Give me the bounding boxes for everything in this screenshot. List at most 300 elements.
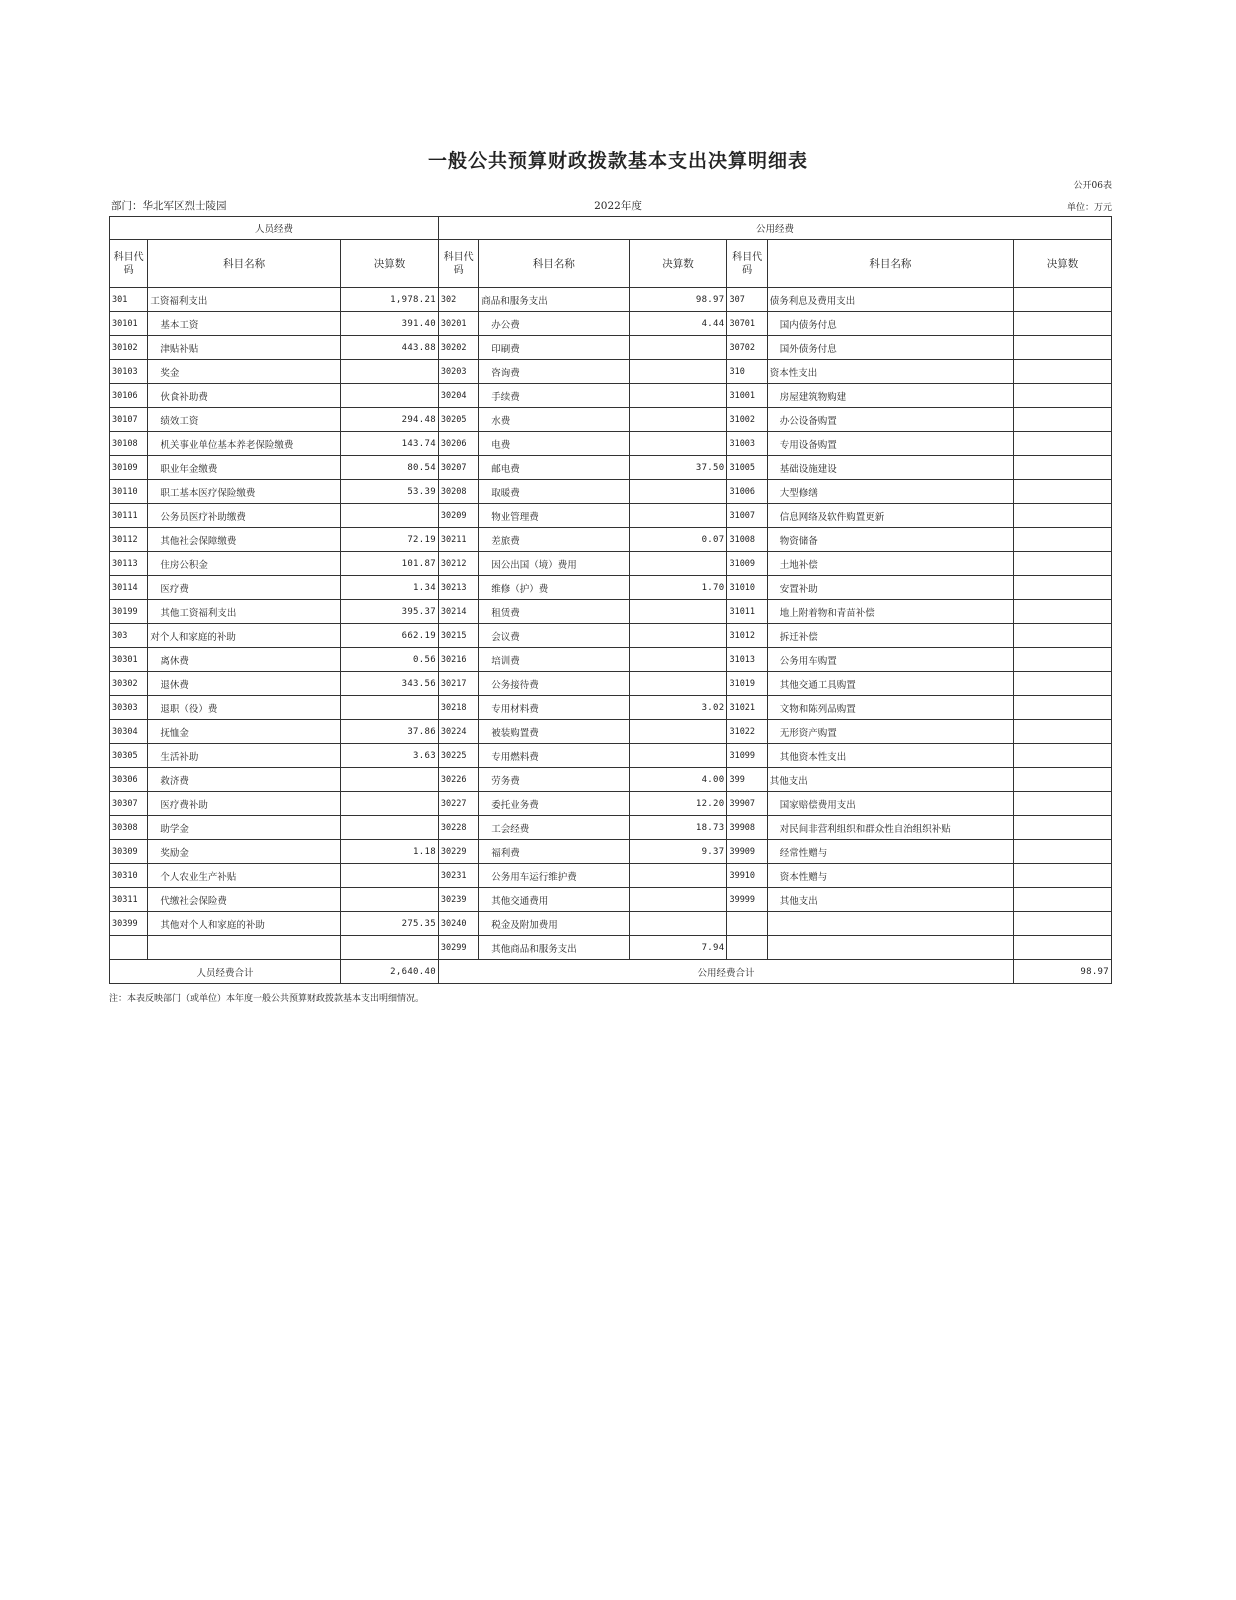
name-cell: 对个人和家庭的补助: [148, 624, 341, 648]
table-row: [110, 624, 1112, 648]
amount-cell: [1013, 816, 1111, 840]
code-cell: 30201: [438, 312, 478, 336]
amount-cell: 662.19: [341, 624, 439, 648]
name-cell: 电费: [479, 432, 629, 456]
column-header-row: [110, 240, 1112, 288]
code-cell: 30226: [438, 768, 478, 792]
amount-cell: [1013, 936, 1111, 960]
amount-cell: [1013, 528, 1111, 552]
name-cell: 公务用车购置: [767, 648, 1013, 672]
code-cell: 31006: [727, 480, 767, 504]
name-cell: 医疗费: [148, 576, 341, 600]
code-cell: 30218: [438, 696, 478, 720]
code-cell: 39907: [727, 792, 767, 816]
amount-cell: 37.50: [629, 456, 727, 480]
table-row: [110, 336, 1112, 360]
table-row: [110, 816, 1112, 840]
name-cell: 咨询费: [479, 360, 629, 384]
code-cell: 30110: [110, 480, 148, 504]
code-cell: 30203: [438, 360, 478, 384]
table-body: [110, 288, 1112, 960]
amount-cell: [1013, 336, 1111, 360]
name-cell: 因公出国（境）费用: [479, 552, 629, 576]
amount-cell: [629, 672, 727, 696]
code-cell: 30211: [438, 528, 478, 552]
code-cell: 30399: [110, 912, 148, 936]
code-cell: 30215: [438, 624, 478, 648]
amount-cell: 3.63: [341, 744, 439, 768]
code-cell: 39908: [727, 816, 767, 840]
amount-cell: [1013, 624, 1111, 648]
name-cell: 其他商品和服务支出: [479, 936, 629, 960]
amount-cell: 343.56: [341, 672, 439, 696]
amount-cell: [1013, 288, 1111, 312]
code-cell: 30229: [438, 840, 478, 864]
name-cell: 资本性赠与: [767, 864, 1013, 888]
amount-cell: [629, 744, 727, 768]
name-cell: 手续费: [479, 384, 629, 408]
amount-cell: [629, 408, 727, 432]
name-cell: 其他对个人和家庭的补助: [148, 912, 341, 936]
amount-cell: [1013, 504, 1111, 528]
personnel-total-label: 人员经费合计: [110, 960, 341, 984]
code-cell: 31005: [727, 456, 767, 480]
code-cell: 31009: [727, 552, 767, 576]
code-cell: 31013: [727, 648, 767, 672]
code-cell: 303: [110, 624, 148, 648]
table-row: [110, 768, 1112, 792]
table-row: [110, 864, 1112, 888]
code-cell: 30205: [438, 408, 478, 432]
code-cell: 30208: [438, 480, 478, 504]
amount-cell: [1013, 744, 1111, 768]
name-cell: 差旅费: [479, 528, 629, 552]
code-cell: 30216: [438, 648, 478, 672]
header-code: 科目代码: [438, 240, 478, 288]
name-cell: 文物和陈列品购置: [767, 696, 1013, 720]
amount-cell: [1013, 864, 1111, 888]
department-label: 部门：华北军区烈士陵园: [111, 200, 227, 212]
code-cell: 30111: [110, 504, 148, 528]
form-number: 公开06表: [1073, 181, 1112, 191]
amount-cell: 275.35: [341, 912, 439, 936]
name-cell: 其他交通费用: [479, 888, 629, 912]
table-row: [110, 432, 1112, 456]
code-cell: 399: [727, 768, 767, 792]
code-cell: 30206: [438, 432, 478, 456]
public-total-label: 公用经费合计: [438, 960, 1013, 984]
code-cell: 302: [438, 288, 478, 312]
name-cell: [767, 936, 1013, 960]
table-row: [110, 528, 1112, 552]
amount-cell: 9.37: [629, 840, 727, 864]
amount-cell: [341, 504, 439, 528]
code-cell: 30702: [727, 336, 767, 360]
code-cell: 30310: [110, 864, 148, 888]
code-cell: 30109: [110, 456, 148, 480]
amount-cell: 0.56: [341, 648, 439, 672]
header-amount: 决算数: [629, 240, 727, 288]
amount-cell: [629, 624, 727, 648]
name-cell: 大型修缮: [767, 480, 1013, 504]
amount-cell: [341, 936, 439, 960]
code-cell: 30303: [110, 696, 148, 720]
amount-cell: 80.54: [341, 456, 439, 480]
code-cell: 31010: [727, 576, 767, 600]
table-row: [110, 360, 1112, 384]
code-cell: 39909: [727, 840, 767, 864]
amount-cell: [1013, 408, 1111, 432]
table-row: [110, 840, 1112, 864]
code-cell: 30305: [110, 744, 148, 768]
code-cell: 30309: [110, 840, 148, 864]
code-cell: 39910: [727, 864, 767, 888]
amount-cell: [1013, 432, 1111, 456]
code-cell: 30307: [110, 792, 148, 816]
header-code: 科目代码: [727, 240, 767, 288]
header-name: 科目名称: [767, 240, 1013, 288]
name-cell: 奖金: [148, 360, 341, 384]
name-cell: 其他资本性支出: [767, 744, 1013, 768]
name-cell: 职业年金缴费: [148, 456, 341, 480]
name-cell: 津贴补贴: [148, 336, 341, 360]
name-cell: 债务利息及费用支出: [767, 288, 1013, 312]
code-cell: [727, 912, 767, 936]
code-cell: 39999: [727, 888, 767, 912]
code-cell: 30202: [438, 336, 478, 360]
amount-cell: 294.48: [341, 408, 439, 432]
table-note: 注：本表反映部门（或单位）本年度一般公共预算财政拨款基本支出明细情况。: [109, 994, 425, 1004]
code-cell: 30102: [110, 336, 148, 360]
table-row: [110, 792, 1112, 816]
amount-cell: [1013, 552, 1111, 576]
name-cell: 个人农业生产补贴: [148, 864, 341, 888]
amount-cell: 1.18: [341, 840, 439, 864]
amount-cell: [1013, 912, 1111, 936]
name-cell: 助学金: [148, 816, 341, 840]
section-public: 公用经费: [438, 217, 1111, 240]
code-cell: 307: [727, 288, 767, 312]
name-cell: 职工基本医疗保险缴费: [148, 480, 341, 504]
code-cell: 30227: [438, 792, 478, 816]
name-cell: 奖励金: [148, 840, 341, 864]
amount-cell: [629, 912, 727, 936]
name-cell: 其他工资福利支出: [148, 600, 341, 624]
amount-cell: [1013, 384, 1111, 408]
name-cell: 公务员医疗补助缴费: [148, 504, 341, 528]
amount-cell: 101.87: [341, 552, 439, 576]
code-cell: [110, 936, 148, 960]
amount-cell: [341, 864, 439, 888]
code-cell: 30217: [438, 672, 478, 696]
amount-cell: [629, 552, 727, 576]
table-row: [110, 552, 1112, 576]
code-cell: 31021: [727, 696, 767, 720]
fiscal-year: 2022年度: [594, 200, 642, 212]
amount-cell: [1013, 480, 1111, 504]
amount-cell: [341, 792, 439, 816]
table-row: [110, 456, 1112, 480]
amount-cell: 4.44: [629, 312, 727, 336]
amount-cell: [629, 864, 727, 888]
code-cell: 30213: [438, 576, 478, 600]
table-row: [110, 312, 1112, 336]
code-cell: 30103: [110, 360, 148, 384]
code-cell: 30207: [438, 456, 478, 480]
amount-cell: 0.07: [629, 528, 727, 552]
table-row: [110, 744, 1112, 768]
name-cell: [148, 936, 341, 960]
amount-cell: 1,978.21: [341, 288, 439, 312]
name-cell: 退职（役）费: [148, 696, 341, 720]
name-cell: 伙食补助费: [148, 384, 341, 408]
name-cell: 劳务费: [479, 768, 629, 792]
code-cell: 30209: [438, 504, 478, 528]
code-cell: 31019: [727, 672, 767, 696]
amount-cell: [629, 504, 727, 528]
amount-cell: [341, 888, 439, 912]
expenditure-table: [109, 216, 1112, 984]
code-cell: 30311: [110, 888, 148, 912]
code-cell: 30228: [438, 816, 478, 840]
name-cell: 专用材料费: [479, 696, 629, 720]
amount-cell: 395.37: [341, 600, 439, 624]
name-cell: 专用燃料费: [479, 744, 629, 768]
amount-cell: [1013, 792, 1111, 816]
code-cell: 30113: [110, 552, 148, 576]
code-cell: 31007: [727, 504, 767, 528]
code-cell: 31003: [727, 432, 767, 456]
code-cell: 31001: [727, 384, 767, 408]
table-row: [110, 936, 1112, 960]
code-cell: 30204: [438, 384, 478, 408]
code-cell: 30114: [110, 576, 148, 600]
amount-cell: 3.02: [629, 696, 727, 720]
name-cell: 物资储备: [767, 528, 1013, 552]
name-cell: 国家赔偿费用支出: [767, 792, 1013, 816]
code-cell: 30299: [438, 936, 478, 960]
amount-cell: [341, 384, 439, 408]
code-cell: 31008: [727, 528, 767, 552]
name-cell: 绩效工资: [148, 408, 341, 432]
name-cell: 公务用车运行维护费: [479, 864, 629, 888]
name-cell: 经常性赠与: [767, 840, 1013, 864]
table-row: [110, 480, 1112, 504]
amount-cell: [341, 360, 439, 384]
name-cell: 拆迁补偿: [767, 624, 1013, 648]
name-cell: 基础设施建设: [767, 456, 1013, 480]
code-cell: 30306: [110, 768, 148, 792]
page-title: 一般公共预算财政拨款基本支出决算明细表: [427, 150, 808, 172]
name-cell: 培训费: [479, 648, 629, 672]
name-cell: 办公费: [479, 312, 629, 336]
totals-row: [110, 960, 1112, 984]
amount-cell: 7.94: [629, 936, 727, 960]
name-cell: 工资福利支出: [148, 288, 341, 312]
code-cell: 31022: [727, 720, 767, 744]
code-cell: 301: [110, 288, 148, 312]
name-cell: 办公设备购置: [767, 408, 1013, 432]
name-cell: 生活补助: [148, 744, 341, 768]
amount-cell: [1013, 456, 1111, 480]
amount-cell: [1013, 648, 1111, 672]
name-cell: 会议费: [479, 624, 629, 648]
name-cell: 对民间非营利组织和群众性自治组织补贴: [767, 816, 1013, 840]
amount-cell: [1013, 768, 1111, 792]
code-cell: 30106: [110, 384, 148, 408]
code-cell: 30107: [110, 408, 148, 432]
amount-cell: [629, 600, 727, 624]
name-cell: 被装购置费: [479, 720, 629, 744]
name-cell: 土地补偿: [767, 552, 1013, 576]
name-cell: 代缴社会保险费: [148, 888, 341, 912]
table-row: [110, 384, 1112, 408]
name-cell: 邮电费: [479, 456, 629, 480]
amount-cell: [1013, 888, 1111, 912]
name-cell: 抚恤金: [148, 720, 341, 744]
name-cell: 退休费: [148, 672, 341, 696]
amount-cell: 443.88: [341, 336, 439, 360]
name-cell: 公务接待费: [479, 672, 629, 696]
code-cell: 30701: [727, 312, 767, 336]
name-cell: 房屋建筑物购建: [767, 384, 1013, 408]
name-cell: 商品和服务支出: [479, 288, 629, 312]
amount-cell: [629, 432, 727, 456]
name-cell: 专用设备购置: [767, 432, 1013, 456]
code-cell: 30199: [110, 600, 148, 624]
name-cell: 住房公积金: [148, 552, 341, 576]
code-cell: [727, 936, 767, 960]
code-cell: 31099: [727, 744, 767, 768]
amount-cell: [341, 768, 439, 792]
amount-cell: [629, 384, 727, 408]
amount-cell: 37.86: [341, 720, 439, 744]
header-amount: 决算数: [1013, 240, 1111, 288]
amount-cell: [1013, 360, 1111, 384]
name-cell: 福利费: [479, 840, 629, 864]
code-cell: 31012: [727, 624, 767, 648]
code-cell: 30212: [438, 552, 478, 576]
table-row: [110, 576, 1112, 600]
table-row: [110, 888, 1112, 912]
name-cell: 国内债务付息: [767, 312, 1013, 336]
name-cell: 税金及附加费用: [479, 912, 629, 936]
name-cell: 救济费: [148, 768, 341, 792]
code-cell: 30224: [438, 720, 478, 744]
amount-cell: 72.19: [341, 528, 439, 552]
table-row: [110, 408, 1112, 432]
name-cell: 无形资产购置: [767, 720, 1013, 744]
personnel-total-amount: 2,640.40: [341, 960, 439, 984]
name-cell: 医疗费补助: [148, 792, 341, 816]
name-cell: 信息网络及软件购置更新: [767, 504, 1013, 528]
name-cell: 水费: [479, 408, 629, 432]
name-cell: 物业管理费: [479, 504, 629, 528]
amount-cell: 18.73: [629, 816, 727, 840]
unit-label: 单位：万元: [1066, 203, 1112, 213]
code-cell: 310: [727, 360, 767, 384]
amount-cell: [629, 888, 727, 912]
code-cell: 31002: [727, 408, 767, 432]
amount-cell: [629, 648, 727, 672]
name-cell: 工会经费: [479, 816, 629, 840]
amount-cell: [1013, 600, 1111, 624]
code-cell: 30301: [110, 648, 148, 672]
name-cell: 其他支出: [767, 888, 1013, 912]
name-cell: 安置补助: [767, 576, 1013, 600]
name-cell: 其他社会保障缴费: [148, 528, 341, 552]
section-header-row: [110, 217, 1112, 240]
code-cell: 30239: [438, 888, 478, 912]
name-cell: 基本工资: [148, 312, 341, 336]
amount-cell: 391.40: [341, 312, 439, 336]
amount-cell: 143.74: [341, 432, 439, 456]
header-amount: 决算数: [341, 240, 439, 288]
code-cell: 30214: [438, 600, 478, 624]
code-cell: 30101: [110, 312, 148, 336]
amount-cell: 98.97: [629, 288, 727, 312]
name-cell: 委托业务费: [479, 792, 629, 816]
table-row: [110, 648, 1112, 672]
amount-cell: [1013, 720, 1111, 744]
amount-cell: [629, 480, 727, 504]
code-cell: 30108: [110, 432, 148, 456]
name-cell: 其他交通工具购置: [767, 672, 1013, 696]
amount-cell: 1.34: [341, 576, 439, 600]
name-cell: 取暖费: [479, 480, 629, 504]
name-cell: 印刷费: [479, 336, 629, 360]
amount-cell: [1013, 312, 1111, 336]
amount-cell: [1013, 840, 1111, 864]
amount-cell: 53.39: [341, 480, 439, 504]
name-cell: 机关事业单位基本养老保险缴费: [148, 432, 341, 456]
name-cell: 国外债务付息: [767, 336, 1013, 360]
code-cell: 30308: [110, 816, 148, 840]
name-cell: 租赁费: [479, 600, 629, 624]
amount-cell: [341, 816, 439, 840]
name-cell: 维修（护）费: [479, 576, 629, 600]
table-row: [110, 696, 1112, 720]
amount-cell: 12.20: [629, 792, 727, 816]
amount-cell: [629, 336, 727, 360]
code-cell: 30231: [438, 864, 478, 888]
amount-cell: [341, 696, 439, 720]
code-cell: 30302: [110, 672, 148, 696]
table-row: [110, 912, 1112, 936]
amount-cell: [1013, 576, 1111, 600]
name-cell: 其他支出: [767, 768, 1013, 792]
name-cell: 资本性支出: [767, 360, 1013, 384]
code-cell: 31011: [727, 600, 767, 624]
name-cell: [767, 912, 1013, 936]
name-cell: 离休费: [148, 648, 341, 672]
header-name: 科目名称: [148, 240, 341, 288]
amount-cell: 4.00: [629, 768, 727, 792]
amount-cell: 1.70: [629, 576, 727, 600]
amount-cell: [629, 360, 727, 384]
header-name: 科目名称: [479, 240, 629, 288]
amount-cell: [1013, 672, 1111, 696]
table-row: [110, 600, 1112, 624]
table-row: [110, 504, 1112, 528]
table-row: [110, 720, 1112, 744]
table-row: [110, 672, 1112, 696]
public-total-amount: 98.97: [1013, 960, 1111, 984]
header-code: 科目代码: [110, 240, 148, 288]
name-cell: 地上附着物和青苗补偿: [767, 600, 1013, 624]
code-cell: 30304: [110, 720, 148, 744]
code-cell: 30112: [110, 528, 148, 552]
